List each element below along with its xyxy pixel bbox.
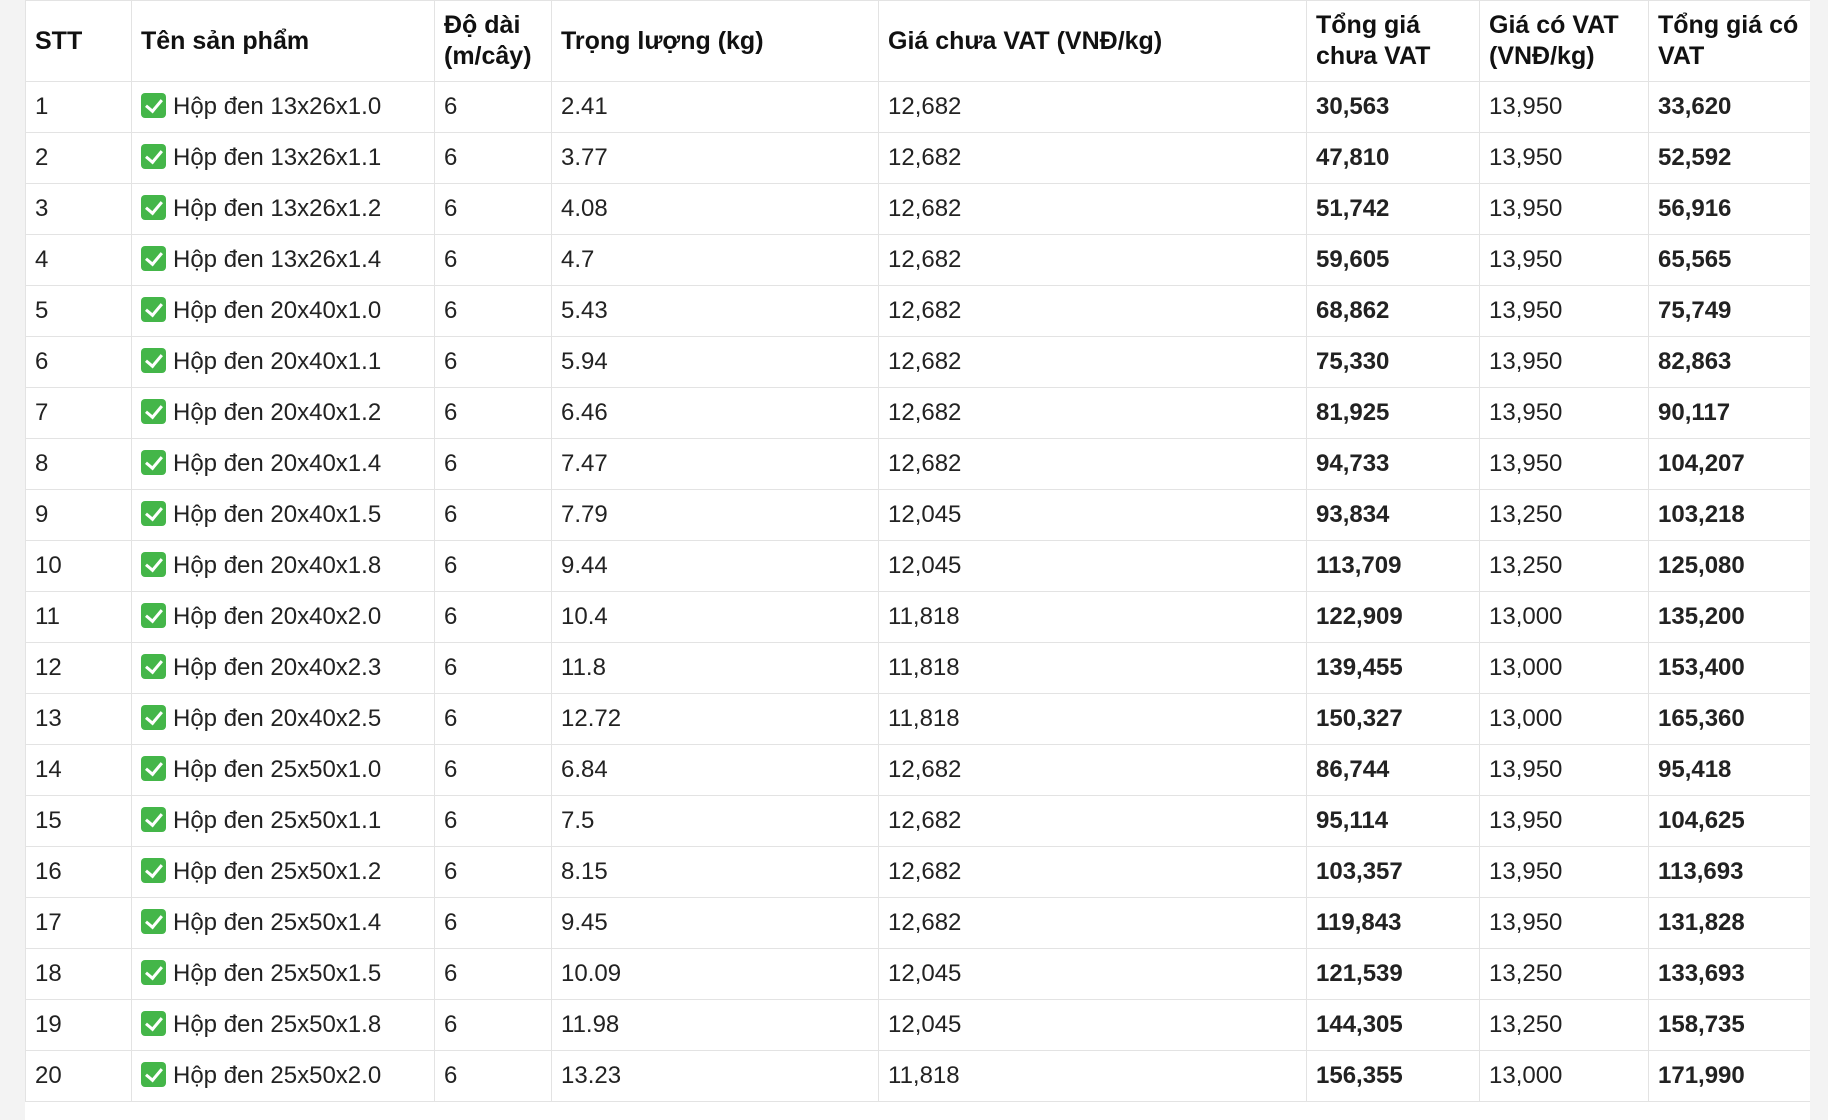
price-vat-cell: 13,950	[1480, 286, 1649, 337]
price-vat-cell: 13,950	[1480, 847, 1649, 898]
product-name-label: Hộp đen 20x40x2.0	[173, 603, 382, 630]
stt-cell: 15	[26, 796, 132, 847]
total-no-vat-cell: 119,843	[1307, 898, 1480, 949]
stt-cell: 4	[26, 235, 132, 286]
price-no-vat-cell: 12,682	[879, 439, 1307, 490]
total-vat-cell: 133,693	[1649, 949, 1811, 1000]
price-vat-cell: 13,950	[1480, 184, 1649, 235]
total-no-vat-cell: 30,563	[1307, 82, 1480, 133]
length-cell: 6	[435, 235, 552, 286]
check-mark-icon	[141, 348, 166, 373]
product-name-label: Hộp đen 25x50x1.5	[173, 960, 382, 987]
total-no-vat-cell: 103,357	[1307, 847, 1480, 898]
check-mark-icon	[141, 1062, 166, 1087]
price-no-vat-cell: 12,682	[879, 796, 1307, 847]
weight-cell: 5.94	[552, 337, 879, 388]
total-vat-cell: 33,620	[1649, 82, 1811, 133]
check-mark-icon	[141, 144, 166, 169]
table-row	[26, 337, 1811, 388]
price-no-vat-cell: 12,682	[879, 133, 1307, 184]
product-name-cell	[132, 337, 435, 388]
table-row	[26, 643, 1811, 694]
header-total-no-vat: Tổng giá chưa VAT	[1307, 1, 1480, 82]
price-vat-cell: 13,950	[1480, 82, 1649, 133]
stt-cell: 7	[26, 388, 132, 439]
total-vat-cell: 104,625	[1649, 796, 1811, 847]
price-no-vat-cell: 11,818	[879, 592, 1307, 643]
check-mark-icon	[141, 93, 166, 118]
total-no-vat-cell: 59,605	[1307, 235, 1480, 286]
product-name-label: Hộp đen 25x50x1.8	[173, 1011, 382, 1038]
price-no-vat-cell: 12,045	[879, 490, 1307, 541]
price-no-vat-cell: 12,682	[879, 184, 1307, 235]
table-row	[26, 694, 1811, 745]
length-cell: 6	[435, 1051, 552, 1102]
total-vat-cell: 103,218	[1649, 490, 1811, 541]
price-vat-cell: 13,950	[1480, 388, 1649, 439]
price-table-page	[25, 0, 1810, 1120]
total-no-vat-cell: 150,327	[1307, 694, 1480, 745]
product-name-label: Hộp đen 25x50x1.1	[173, 807, 382, 834]
table-row	[26, 796, 1811, 847]
price-vat-cell: 13,000	[1480, 694, 1649, 745]
total-no-vat-cell: 139,455	[1307, 643, 1480, 694]
total-no-vat-cell: 122,909	[1307, 592, 1480, 643]
stt-cell: 12	[26, 643, 132, 694]
length-cell: 6	[435, 694, 552, 745]
length-cell: 6	[435, 1000, 552, 1051]
header-length: Độ dài (m/cây)	[435, 1, 552, 82]
table-row	[26, 1051, 1811, 1102]
table-row	[26, 745, 1811, 796]
product-name-cell	[132, 541, 435, 592]
total-vat-cell: 113,693	[1649, 847, 1811, 898]
price-vat-cell: 13,950	[1480, 745, 1649, 796]
product-name-cell	[132, 949, 435, 1000]
table-row	[26, 184, 1811, 235]
total-vat-cell: 90,117	[1649, 388, 1811, 439]
weight-cell: 13.23	[552, 1051, 879, 1102]
product-name-label: Hộp đen 20x40x1.4	[173, 450, 382, 477]
price-vat-cell: 13,950	[1480, 235, 1649, 286]
total-no-vat-cell: 113,709	[1307, 541, 1480, 592]
length-cell: 6	[435, 82, 552, 133]
total-vat-cell: 65,565	[1649, 235, 1811, 286]
product-name-cell	[132, 82, 435, 133]
check-mark-icon	[141, 552, 166, 577]
price-no-vat-cell: 12,682	[879, 898, 1307, 949]
table-body	[26, 82, 1811, 1102]
total-no-vat-cell: 47,810	[1307, 133, 1480, 184]
length-cell: 6	[435, 490, 552, 541]
total-no-vat-cell: 156,355	[1307, 1051, 1480, 1102]
weight-cell: 4.08	[552, 184, 879, 235]
check-mark-icon	[141, 807, 166, 832]
product-name-label: Hộp đen 13x26x1.1	[173, 144, 382, 171]
header-weight: Trọng lượng (kg)	[552, 1, 879, 82]
weight-cell: 9.45	[552, 898, 879, 949]
weight-cell: 4.7	[552, 235, 879, 286]
stt-cell: 1	[26, 82, 132, 133]
total-no-vat-cell: 68,862	[1307, 286, 1480, 337]
product-name-cell	[132, 286, 435, 337]
weight-cell: 10.09	[552, 949, 879, 1000]
check-mark-icon	[141, 450, 166, 475]
weight-cell: 11.8	[552, 643, 879, 694]
check-mark-icon	[141, 399, 166, 424]
product-name-cell	[132, 490, 435, 541]
stt-cell: 6	[26, 337, 132, 388]
price-no-vat-cell: 11,818	[879, 643, 1307, 694]
check-mark-icon	[141, 909, 166, 934]
table-row	[26, 439, 1811, 490]
price-vat-cell: 13,250	[1480, 541, 1649, 592]
length-cell: 6	[435, 592, 552, 643]
total-vat-cell: 171,990	[1649, 1051, 1811, 1102]
price-vat-cell: 13,000	[1480, 643, 1649, 694]
check-mark-icon	[141, 858, 166, 883]
header-price-no-vat: Giá chưa VAT (VNĐ/kg)	[879, 1, 1307, 82]
stt-cell: 9	[26, 490, 132, 541]
price-vat-cell: 13,950	[1480, 439, 1649, 490]
table-header-row	[26, 1, 1811, 82]
stt-cell: 2	[26, 133, 132, 184]
price-no-vat-cell: 12,682	[879, 235, 1307, 286]
length-cell: 6	[435, 337, 552, 388]
price-no-vat-cell: 12,682	[879, 337, 1307, 388]
total-no-vat-cell: 51,742	[1307, 184, 1480, 235]
length-cell: 6	[435, 286, 552, 337]
weight-cell: 10.4	[552, 592, 879, 643]
weight-cell: 7.47	[552, 439, 879, 490]
product-name-label: Hộp đen 25x50x1.0	[173, 756, 382, 783]
total-vat-cell: 165,360	[1649, 694, 1811, 745]
check-mark-icon	[141, 1011, 166, 1036]
total-vat-cell: 56,916	[1649, 184, 1811, 235]
check-mark-icon	[141, 756, 166, 781]
weight-cell: 7.5	[552, 796, 879, 847]
stt-cell: 8	[26, 439, 132, 490]
product-name-cell	[132, 1000, 435, 1051]
product-name-label: Hộp đen 20x40x2.5	[173, 705, 382, 732]
price-no-vat-cell: 12,682	[879, 388, 1307, 439]
price-vat-cell: 13,000	[1480, 592, 1649, 643]
product-name-cell	[132, 235, 435, 286]
length-cell: 6	[435, 133, 552, 184]
product-name-label: Hộp đen 13x26x1.2	[173, 195, 382, 222]
product-name-label: Hộp đen 25x50x1.4	[173, 909, 382, 936]
price-vat-cell: 13,950	[1480, 133, 1649, 184]
price-vat-cell: 13,950	[1480, 337, 1649, 388]
product-name-label: Hộp đen 20x40x1.8	[173, 552, 382, 579]
product-name-cell	[132, 745, 435, 796]
table-row	[26, 847, 1811, 898]
weight-cell: 11.98	[552, 1000, 879, 1051]
total-no-vat-cell: 95,114	[1307, 796, 1480, 847]
total-no-vat-cell: 121,539	[1307, 949, 1480, 1000]
price-no-vat-cell: 12,682	[879, 286, 1307, 337]
length-cell: 6	[435, 898, 552, 949]
total-vat-cell: 158,735	[1649, 1000, 1811, 1051]
product-name-cell	[132, 847, 435, 898]
product-name-cell	[132, 796, 435, 847]
length-cell: 6	[435, 388, 552, 439]
table-row	[26, 1000, 1811, 1051]
header-stt: STT	[26, 1, 132, 82]
length-cell: 6	[435, 745, 552, 796]
table-row	[26, 592, 1811, 643]
price-no-vat-cell: 12,682	[879, 847, 1307, 898]
total-vat-cell: 104,207	[1649, 439, 1811, 490]
product-name-cell	[132, 184, 435, 235]
stt-cell: 20	[26, 1051, 132, 1102]
price-no-vat-cell: 12,045	[879, 949, 1307, 1000]
price-no-vat-cell: 12,682	[879, 82, 1307, 133]
stt-cell: 18	[26, 949, 132, 1000]
total-vat-cell: 82,863	[1649, 337, 1811, 388]
check-mark-icon	[141, 654, 166, 679]
stt-cell: 16	[26, 847, 132, 898]
length-cell: 6	[435, 796, 552, 847]
total-vat-cell: 125,080	[1649, 541, 1811, 592]
length-cell: 6	[435, 643, 552, 694]
stt-cell: 13	[26, 694, 132, 745]
stt-cell: 3	[26, 184, 132, 235]
price-vat-cell: 13,000	[1480, 1051, 1649, 1102]
price-no-vat-cell: 12,682	[879, 745, 1307, 796]
weight-cell: 12.72	[552, 694, 879, 745]
table-row	[26, 898, 1811, 949]
total-vat-cell: 95,418	[1649, 745, 1811, 796]
stt-cell: 17	[26, 898, 132, 949]
check-mark-icon	[141, 297, 166, 322]
product-name-cell	[132, 898, 435, 949]
total-no-vat-cell: 144,305	[1307, 1000, 1480, 1051]
total-vat-cell: 52,592	[1649, 133, 1811, 184]
product-name-cell	[132, 439, 435, 490]
weight-cell: 3.77	[552, 133, 879, 184]
price-no-vat-cell: 12,045	[879, 1000, 1307, 1051]
product-name-cell	[132, 1051, 435, 1102]
table-row	[26, 82, 1811, 133]
price-table	[25, 0, 1810, 1102]
product-name-label: Hộp đen 20x40x1.1	[173, 348, 382, 375]
price-no-vat-cell: 11,818	[879, 1051, 1307, 1102]
stt-cell: 10	[26, 541, 132, 592]
check-mark-icon	[141, 246, 166, 271]
weight-cell: 6.84	[552, 745, 879, 796]
product-name-cell	[132, 643, 435, 694]
check-mark-icon	[141, 960, 166, 985]
price-vat-cell: 13,950	[1480, 898, 1649, 949]
check-mark-icon	[141, 603, 166, 628]
product-name-label: Hộp đen 13x26x1.0	[173, 93, 382, 120]
weight-cell: 2.41	[552, 82, 879, 133]
weight-cell: 5.43	[552, 286, 879, 337]
price-vat-cell: 13,250	[1480, 949, 1649, 1000]
stt-cell: 14	[26, 745, 132, 796]
total-no-vat-cell: 86,744	[1307, 745, 1480, 796]
weight-cell: 6.46	[552, 388, 879, 439]
price-vat-cell: 13,950	[1480, 796, 1649, 847]
product-name-label: Hộp đen 20x40x1.0	[173, 297, 382, 324]
product-name-cell	[132, 133, 435, 184]
product-name-label: Hộp đen 13x26x1.4	[173, 246, 382, 273]
total-vat-cell: 75,749	[1649, 286, 1811, 337]
product-name-cell	[132, 388, 435, 439]
weight-cell: 7.79	[552, 490, 879, 541]
price-vat-cell: 13,250	[1480, 490, 1649, 541]
table-row	[26, 949, 1811, 1000]
product-name-label: Hộp đen 25x50x1.2	[173, 858, 382, 885]
header-product-name: Tên sản phẩm	[132, 1, 435, 82]
price-no-vat-cell: 11,818	[879, 694, 1307, 745]
total-vat-cell: 131,828	[1649, 898, 1811, 949]
table-row	[26, 286, 1811, 337]
product-name-label: Hộp đen 20x40x2.3	[173, 654, 382, 681]
total-vat-cell: 153,400	[1649, 643, 1811, 694]
length-cell: 6	[435, 949, 552, 1000]
stt-cell: 19	[26, 1000, 132, 1051]
product-name-cell	[132, 694, 435, 745]
table-row	[26, 388, 1811, 439]
header-price-vat: Giá có VAT (VNĐ/kg)	[1480, 1, 1649, 82]
check-mark-icon	[141, 705, 166, 730]
table-row	[26, 541, 1811, 592]
weight-cell: 9.44	[552, 541, 879, 592]
total-no-vat-cell: 93,834	[1307, 490, 1480, 541]
product-name-label: Hộp đen 20x40x1.2	[173, 399, 382, 426]
check-mark-icon	[141, 195, 166, 220]
length-cell: 6	[435, 184, 552, 235]
table-row	[26, 235, 1811, 286]
header-total-vat: Tổng giá có VAT	[1649, 1, 1811, 82]
total-no-vat-cell: 75,330	[1307, 337, 1480, 388]
total-vat-cell: 135,200	[1649, 592, 1811, 643]
stt-cell: 5	[26, 286, 132, 337]
length-cell: 6	[435, 439, 552, 490]
product-name-label: Hộp đen 20x40x1.5	[173, 501, 382, 528]
price-vat-cell: 13,250	[1480, 1000, 1649, 1051]
product-name-cell	[132, 592, 435, 643]
table-row	[26, 490, 1811, 541]
check-mark-icon	[141, 501, 166, 526]
length-cell: 6	[435, 541, 552, 592]
weight-cell: 8.15	[552, 847, 879, 898]
total-no-vat-cell: 94,733	[1307, 439, 1480, 490]
stt-cell: 11	[26, 592, 132, 643]
table-row	[26, 133, 1811, 184]
product-name-label: Hộp đen 25x50x2.0	[173, 1062, 382, 1089]
price-no-vat-cell: 12,045	[879, 541, 1307, 592]
total-no-vat-cell: 81,925	[1307, 388, 1480, 439]
length-cell: 6	[435, 847, 552, 898]
